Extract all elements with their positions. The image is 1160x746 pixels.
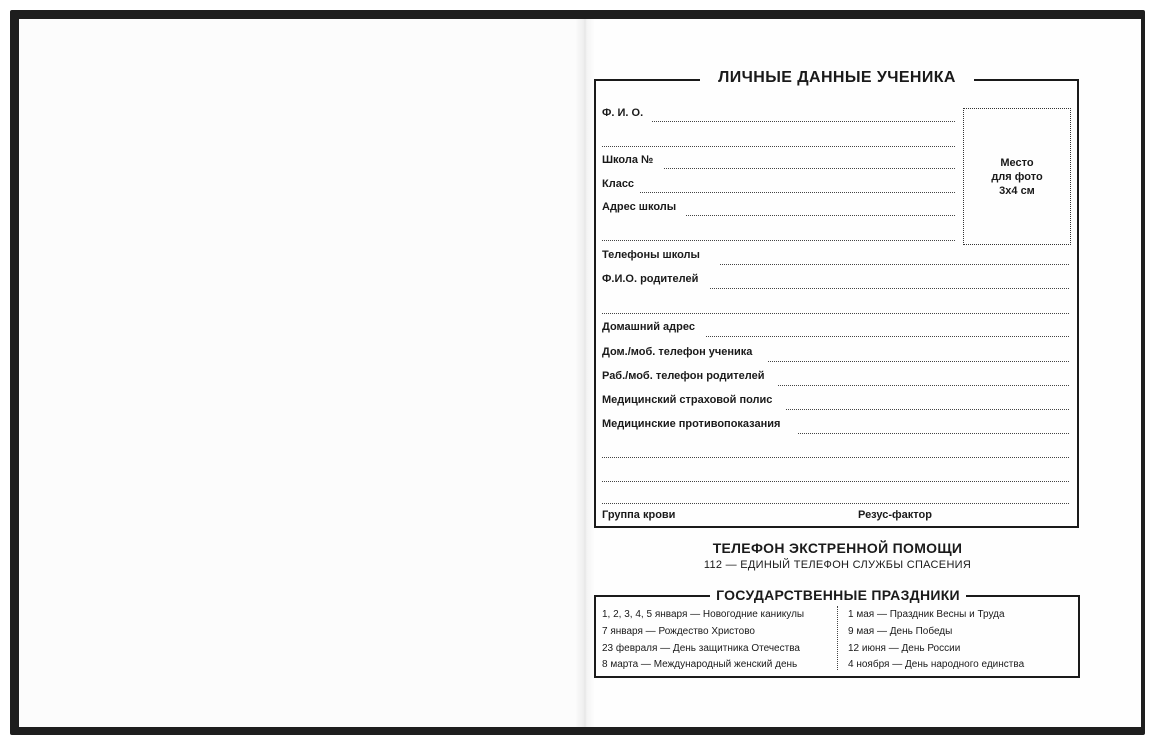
writing-line bbox=[706, 336, 1069, 337]
photo-label-line-3: 3х4 см bbox=[999, 184, 1035, 197]
holiday-item: 7 января — Рождество Христово bbox=[602, 626, 755, 637]
writing-line bbox=[602, 240, 955, 241]
writing-line bbox=[602, 481, 1069, 482]
photo-label-line-1: Место bbox=[1000, 156, 1034, 169]
writing-line bbox=[710, 288, 1069, 289]
holiday-item: 23 февраля — День защитника Отечества bbox=[602, 643, 800, 654]
writing-line bbox=[602, 146, 955, 147]
field-label-insurance: Медицинский страховой полис bbox=[602, 394, 773, 406]
holiday-item: 1, 2, 3, 4, 5 января — Новогодние каникулы bbox=[602, 609, 805, 620]
holiday-item: 1 мая — Праздник Весны и Труда bbox=[848, 609, 1005, 620]
writing-line bbox=[798, 433, 1069, 434]
field-label-parents-fio: Ф.И.О. родителей bbox=[602, 273, 699, 285]
holidays-title: ГОСУДАРСТВЕННЫЕ ПРАЗДНИКИ bbox=[710, 585, 966, 605]
holidays-divider bbox=[837, 606, 838, 670]
writing-line bbox=[602, 457, 1069, 458]
field-label-fio: Ф. И. О. bbox=[602, 107, 644, 119]
spine-shadow bbox=[575, 19, 595, 727]
holiday-item: 4 ноября — День народного единства bbox=[848, 659, 1025, 670]
emergency-title: ТЕЛЕФОН ЭКСТРЕННОЙ ПОМОЩИ bbox=[712, 540, 963, 556]
writing-line bbox=[768, 361, 1069, 362]
field-label-rh-factor: Резус-фактор bbox=[858, 509, 932, 521]
holiday-item: 9 мая — День Победы bbox=[848, 626, 953, 637]
holiday-item: 8 марта — Международный женский день bbox=[602, 659, 798, 670]
emergency-subtitle: 112 — ЕДИНЫЙ ТЕЛЕФОН СЛУЖБЫ СПАСЕНИЯ bbox=[703, 559, 972, 571]
field-label-contraindications: Медицинские противопоказания bbox=[602, 418, 781, 430]
photo-placeholder bbox=[963, 108, 1071, 245]
field-label-school-address: Адрес школы bbox=[602, 201, 677, 213]
field-label-class: Класс bbox=[602, 178, 635, 190]
writing-line bbox=[664, 168, 955, 169]
left-page bbox=[19, 19, 585, 727]
personal-data-title: ЛИЧНЫЕ ДАННЫЕ УЧЕНИКА bbox=[700, 66, 974, 90]
field-label-school-phones: Телефоны школы bbox=[602, 249, 700, 261]
field-label-school-no: Школа № bbox=[602, 154, 654, 166]
field-label-student-phone: Дом./моб. телефон ученика bbox=[602, 346, 753, 358]
writing-line bbox=[778, 385, 1069, 386]
writing-line bbox=[602, 313, 1069, 314]
writing-line bbox=[602, 503, 1069, 504]
field-label-parents-phone: Раб./моб. телефон родителей bbox=[602, 370, 765, 382]
writing-line bbox=[786, 409, 1069, 410]
photo-label-line-2: для фото bbox=[991, 170, 1043, 183]
field-label-home-address: Домашний адрес bbox=[602, 321, 695, 333]
writing-line bbox=[720, 264, 1069, 265]
writing-line bbox=[652, 121, 955, 122]
field-label-blood-group: Группа крови bbox=[602, 509, 676, 521]
writing-line bbox=[640, 192, 955, 193]
writing-line bbox=[686, 215, 955, 216]
holiday-item: 12 июня — День России bbox=[848, 643, 961, 654]
